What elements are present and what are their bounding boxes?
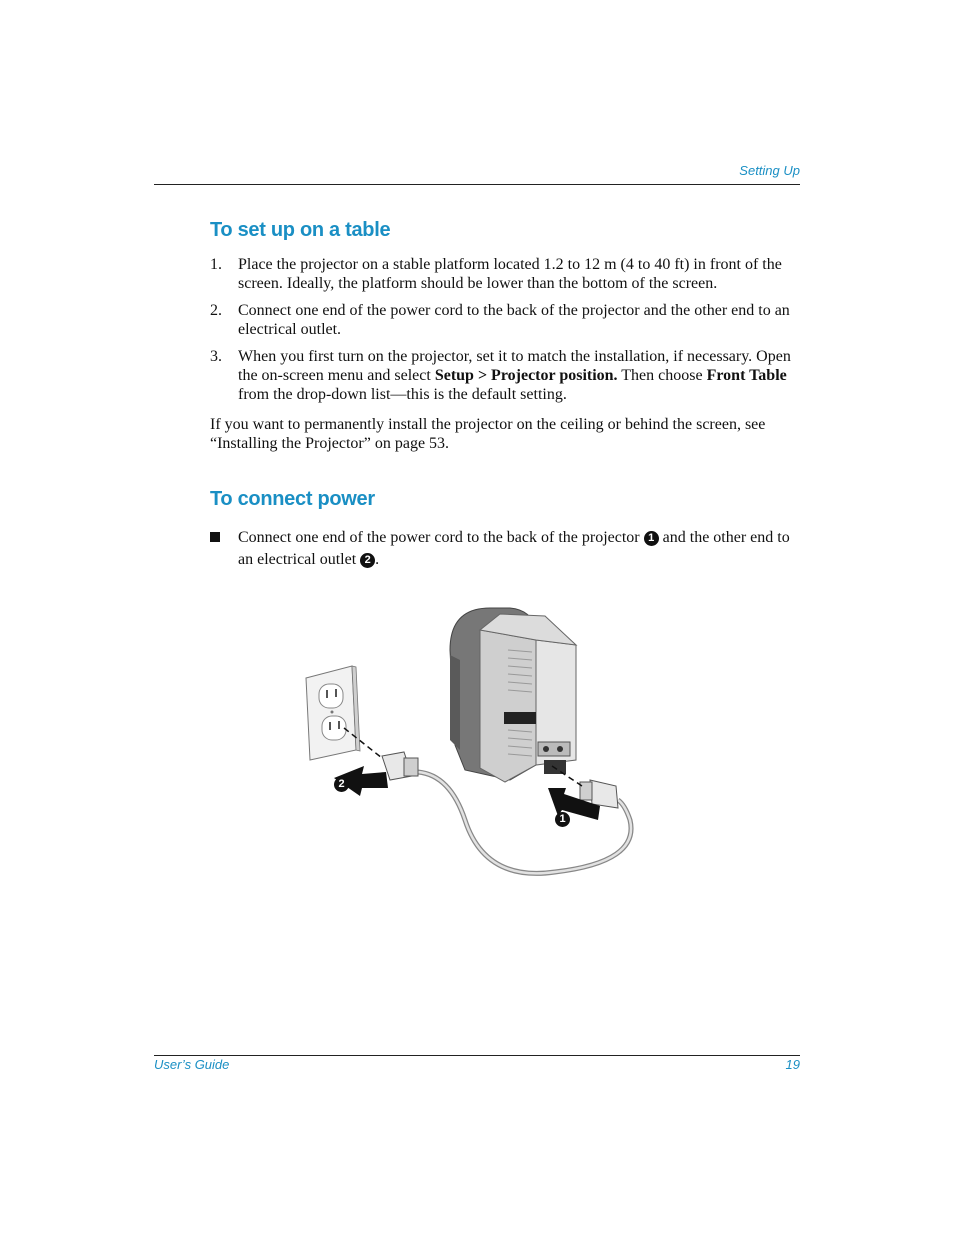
- callout-1-icon: 1: [555, 812, 570, 827]
- page-number: 19: [785, 1057, 800, 1072]
- step-number: 2.: [210, 302, 222, 320]
- marker-1-icon: 1: [644, 531, 659, 546]
- section-heading-table: To set up on a table: [210, 219, 391, 241]
- step-text: Connect one end of the power cord to the back of the projector and the other end to an electrical outlet.: [238, 302, 790, 338]
- step-text: Then choose: [617, 366, 707, 384]
- list-item: [210, 348, 802, 404]
- section-heading-power: To connect power: [210, 488, 375, 510]
- footer-rule: [154, 1055, 800, 1056]
- step-text: When you first turn on the projector, set it to match the installation, if necessary. Open the on-screen menu and select: [238, 348, 791, 384]
- option-name: Front Table: [706, 366, 787, 384]
- step-number: 3.: [210, 348, 222, 366]
- projector-icon: [450, 608, 576, 782]
- projector-power-illustration: [300, 600, 645, 885]
- bullet-text: Connect one end of the power cord to the back of the projector: [238, 529, 644, 546]
- step-text: Place the projector on a stable platform located 1.2 to 12 m (4 to 40 ft) in front of the screen. Ideally, the platform should be lower than the bottom of the screen.: [238, 256, 782, 292]
- marker-2-icon: 2: [360, 553, 375, 568]
- header-rule: [154, 184, 800, 185]
- install-note: If you want to permanently install the projector on the ceiling or behind the screen, see “Installing the Projector” on page 53.: [210, 416, 766, 452]
- step-text: from the drop-down list—this is the default setting.: [238, 385, 567, 403]
- menu-path: Setup > Projector position.: [434, 366, 618, 384]
- setup-steps-list: [210, 256, 802, 413]
- footer-title: User’s Guide: [154, 1057, 230, 1072]
- bullet-text: .: [375, 551, 380, 568]
- callout-2-icon: 2: [334, 777, 349, 792]
- power-bullet: [210, 527, 802, 571]
- running-head: Setting Up: [739, 163, 800, 178]
- power-connection-illustration: [300, 600, 645, 885]
- list-item: [210, 302, 802, 339]
- list-item: [210, 256, 802, 293]
- bullet-square-icon: [210, 532, 220, 542]
- bullet-text: and the other end to an electrical outlet: [238, 529, 790, 568]
- step-number: 1.: [210, 256, 222, 273]
- wall-outlet-icon: [306, 666, 360, 760]
